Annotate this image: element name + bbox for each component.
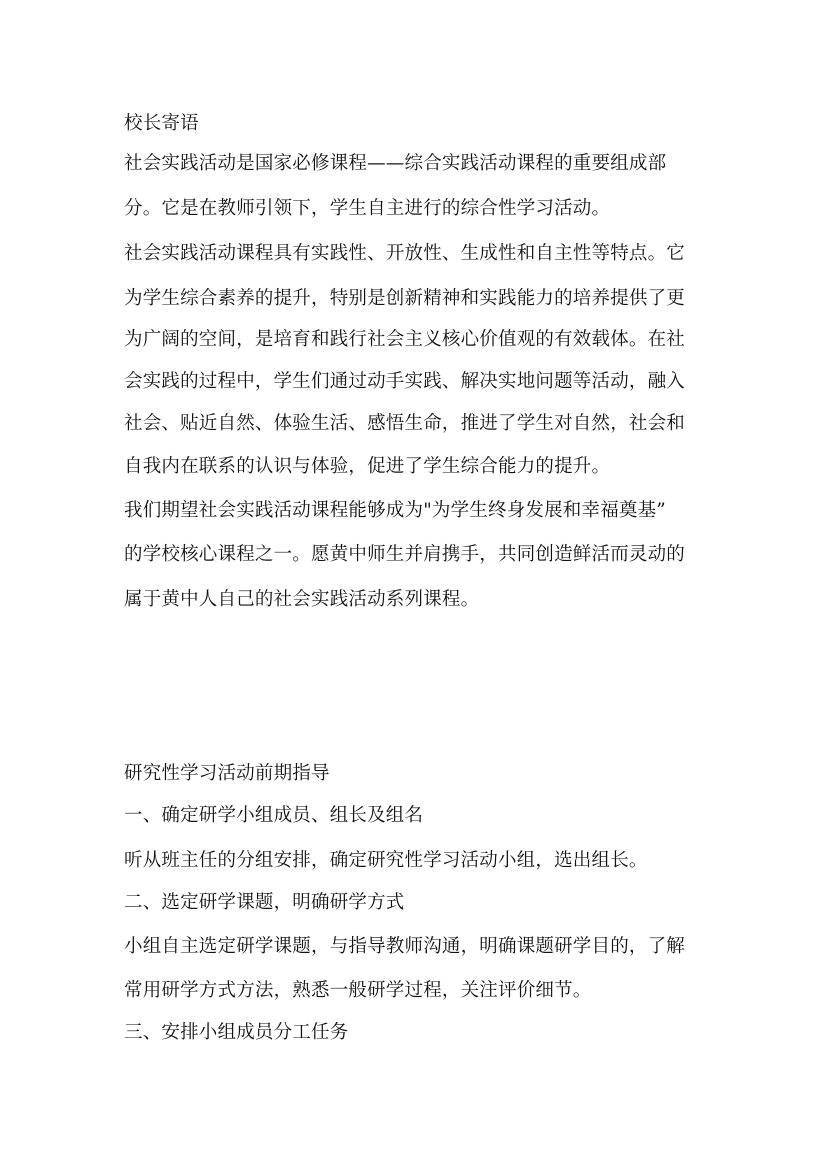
list-heading: 一、确定研学小组成员、组长及组名 [124,805,424,826]
paragraph-line: 为广阔的空间，是培育和践行社会主义核心价值观的有效载体。在社 [124,329,686,350]
paragraph-line: 属于黄中人自己的社会实践活动系列课程。 [124,589,480,610]
section-title-research-guidance: 研究性学习活动前期指导 [124,763,330,784]
paragraph-line: 分。它是在教师引领下，学生自主进行的综合性学习活动。 [124,198,611,219]
paragraph-line: 的学校核心课程之一。愿黄中师生并肩携手，共同创造鲜活而灵动的 [124,544,686,565]
paragraph-line: 我们期望社会实践活动课程能够成为"为学生终身发展和幸福奠基” [124,500,666,521]
list-heading: 二、选定研学课题，明确研学方式 [124,892,405,913]
paragraph-line: 自我内在联系的认识与体验，促进了学生综合能力的提升。 [124,456,611,477]
paragraph-line: 社会实践活动是国家必修课程——综合实践活动课程的重要组成部 [124,153,667,174]
paragraph-line: 社会、贴近自然、体验生活、感悟生命，推进了学生对自然，社会和 [124,413,686,434]
section-title-principal-message: 校长寄语 [124,113,199,134]
paragraph-line: 小组自主选定研学课题，与指导教师沟通，明确课题研学目的，了解 [124,936,686,957]
paragraph-line: 为学生综合素养的提升，特别是创新精神和实践能力的培养提供了更 [124,288,686,309]
paragraph-line: 常用研学方式方法，熟悉一般研学过程，关注评价细节。 [124,980,592,1001]
paragraph-line: 听从班主任的分组安排，确定研究性学习活动小组，选出组长。 [124,850,648,871]
paragraph-line: 社会实践活动课程具有实践性、开放性、生成性和自主性等特点。它 [124,243,686,264]
paragraph-line: 会实践的过程中，学生们通过动手实践、解决实地问题等活动，融入 [124,371,686,392]
list-heading: 三、安排小组成员分工任务 [124,1022,349,1043]
